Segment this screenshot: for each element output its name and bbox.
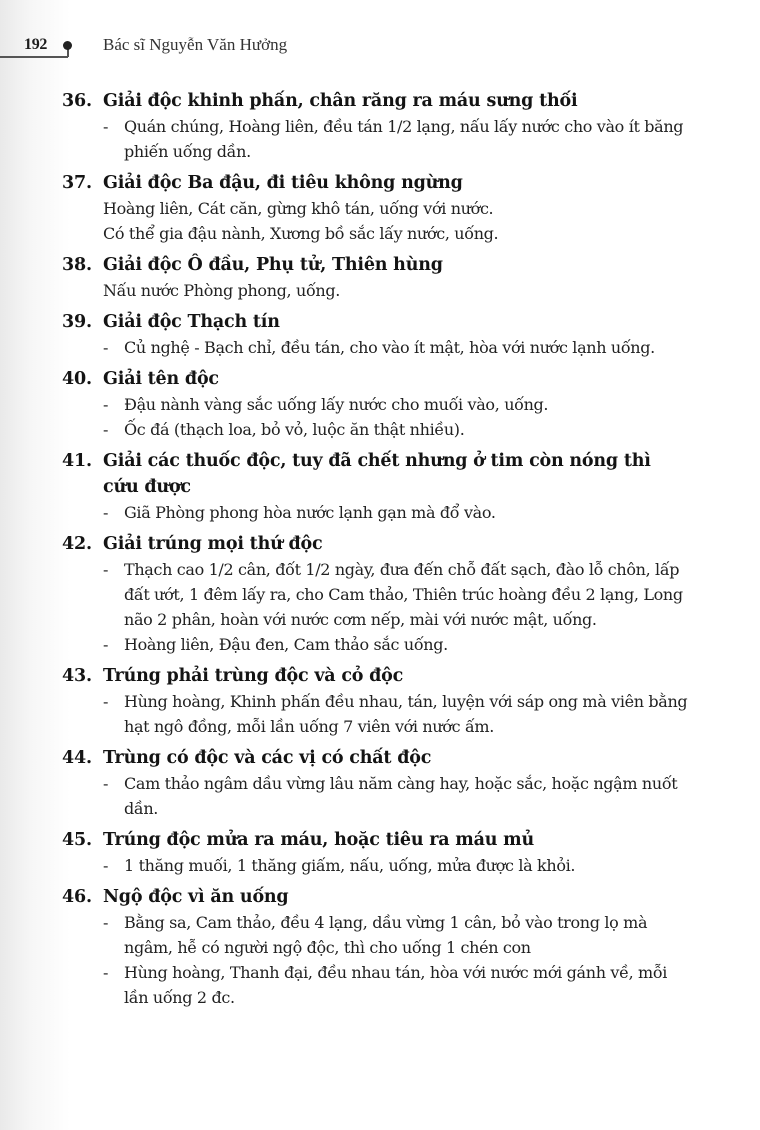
section-36 (62, 88, 692, 164)
section-42 (62, 531, 692, 657)
header-rule (0, 56, 68, 58)
dash-bullet-icon: - (103, 692, 109, 711)
list-item (103, 335, 692, 360)
section-heading (62, 827, 692, 853)
section-number: 40. (62, 369, 92, 389)
section-title: Giải độc Thạch tín (103, 312, 280, 332)
dash-bullet-icon: - (103, 913, 109, 932)
page-number: 192 (24, 36, 48, 53)
dash-bullet-icon: - (103, 395, 109, 414)
section-title: Trúng độc mửa ra máu, hoặc tiêu ra máu mủ (103, 830, 535, 850)
page-content (62, 88, 692, 1016)
dash-bullet-icon: - (103, 117, 109, 136)
section-heading (62, 252, 692, 278)
list-item-text: 1 thăng muối, 1 thăng giấm, nấu, uống, mửa được là khỏi. (124, 856, 576, 875)
section-41 (62, 448, 692, 525)
section-number: 41. (62, 451, 92, 471)
dash-bullet-icon: - (103, 503, 109, 522)
section-44 (62, 745, 692, 821)
section-heading (62, 663, 692, 689)
dash-bullet-icon: - (103, 856, 109, 875)
list-item-text: Hùng hoàng, Thanh đại, đều nhau tán, hòa với nước mới gánh về, mỗi lần uống 2 đc. (124, 963, 668, 1007)
list-item (103, 114, 692, 164)
section-heading (62, 170, 692, 196)
section-heading (62, 884, 692, 910)
body-text: Nấu nước Phòng phong, uống. (103, 281, 340, 300)
section-title: Giải độc Ô đầu, Phụ tử, Thiên hùng (103, 255, 443, 275)
dash-bullet-icon: - (103, 338, 109, 357)
list-item (103, 853, 692, 878)
section-number: 43. (62, 666, 92, 686)
list-item-text: Hùng hoàng, Khinh phấn đều nhau, tán, luyện với sáp ong mà viên bằng hạt ngô đồng, mỗi lần uống 7 viên với nước ấm. (124, 692, 688, 736)
section-37 (62, 170, 692, 246)
list-item-text: Đậu nành vàng sắc uống lấy nước cho muối vào, uống. (124, 395, 549, 414)
section-43 (62, 663, 692, 739)
section-title: Giải tên độc (103, 369, 219, 389)
dash-bullet-icon: - (103, 963, 109, 982)
list-item (103, 557, 692, 632)
section-heading (62, 531, 692, 557)
section-number: 39. (62, 312, 92, 332)
list-item-text: Giã Phòng phong hòa nước lạnh gạn mà đổ vào. (124, 503, 496, 522)
dash-bullet-icon: - (103, 560, 109, 579)
dash-bullet-icon: - (103, 774, 109, 793)
list-item (103, 392, 692, 417)
section-number: 46. (62, 887, 92, 907)
section-40 (62, 366, 692, 442)
section-heading (62, 309, 692, 335)
list-item-text: Hoàng liên, Đậu đen, Cam thảo sắc uống. (124, 635, 448, 654)
list-item-text: Quán chúng, Hoàng liên, đều tán 1/2 lạng, nấu lấy nước cho vào ít băng phiến uống dần. (124, 117, 684, 161)
list-item-text: Củ nghệ - Bạch chỉ, đều tán, cho vào ít mật, hòa với nước lạnh uống. (124, 338, 655, 357)
body-text: Hoàng liên, Cát căn, gừng khô tán, uống với nước. (103, 199, 494, 218)
list-item (103, 910, 692, 960)
list-item-text: Bằng sa, Cam thảo, đều 4 lạng, dầu vừng 1 cân, bỏ vào trong lọ mà ngâm, hễ có người ngộ độc, thì cho uống 1 chén con (124, 913, 648, 957)
section-heading (62, 745, 692, 771)
list-item (103, 417, 692, 442)
section-title: Trúng phải trùng độc và cỏ độc (103, 666, 404, 686)
section-number: 42. (62, 534, 92, 554)
section-heading (62, 448, 692, 500)
section-title: Giải các thuốc độc, tuy đã chết nhưng ở tim còn nóng thì cứu được (103, 451, 651, 497)
section-number: 37. (62, 173, 92, 193)
section-38 (62, 252, 692, 303)
section-title: Giải độc Ba đậu, đi tiêu không ngừng (103, 173, 463, 193)
header-bullet-dot (63, 41, 72, 50)
list-item (103, 771, 692, 821)
section-39 (62, 309, 692, 360)
section-number: 45. (62, 830, 92, 850)
dash-bullet-icon: - (103, 420, 109, 439)
section-title: Giải trúng mọi thứ độc (103, 534, 323, 554)
list-item (103, 632, 692, 657)
list-item-text: Cam thảo ngâm dầu vừng lâu năm càng hay, hoặc sắc, hoặc ngậm nuốt dần. (124, 774, 678, 818)
list-item-text: Thạch cao 1/2 cân, đốt 1/2 ngày, đưa đến chỗ đất sạch, đào lỗ chôn, lấp đất ướt, 1 đêm lấy ra, cho Cam thảo, Thiên trúc hoàng đều 2 lạng, Long não 2 phân, hoàn với nước cơm nếp, mài với nước mật, uống. (124, 560, 683, 629)
body-text: Có thể gia đậu nành, Xương bồ sắc lấy nước, uống. (103, 224, 499, 243)
section-heading (62, 88, 692, 114)
section-title: Trùng có độc và các vị có chất độc (103, 748, 432, 768)
list-item-text: Ốc đá (thạch loa, bỏ vỏ, luộc ăn thật nhiều). (124, 420, 465, 439)
section-number: 38. (62, 255, 92, 275)
running-head-author: Bác sĩ Nguyễn Văn Hưởng (103, 35, 288, 54)
list-item (103, 960, 692, 1010)
section-heading (62, 366, 692, 392)
section-title: Ngộ độc vì ăn uống (103, 887, 289, 907)
section-45 (62, 827, 692, 878)
section-number: 36. (62, 91, 92, 111)
dash-bullet-icon: - (103, 635, 109, 654)
section-title: Giải độc khinh phấn, chân răng ra máu sưng thối (103, 91, 578, 111)
section-number: 44. (62, 748, 92, 768)
list-item (103, 500, 692, 525)
section-46 (62, 884, 692, 1010)
list-item (103, 689, 692, 739)
